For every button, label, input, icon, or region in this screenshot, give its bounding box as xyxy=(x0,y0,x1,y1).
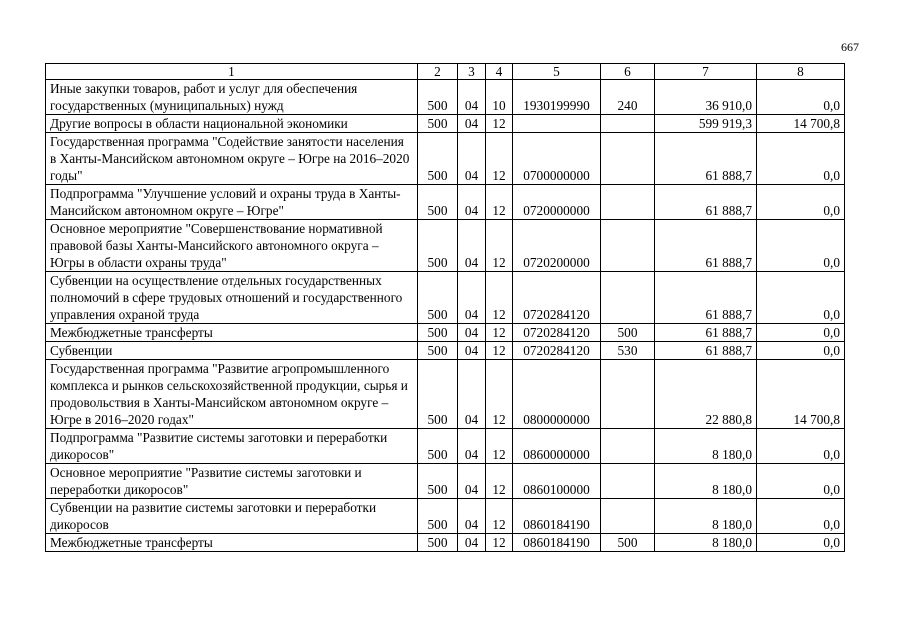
column-header: 8 xyxy=(757,64,845,80)
cell-code-3: 04 xyxy=(458,220,486,272)
cell-code-4: 12 xyxy=(486,464,513,499)
cell-code-2: 500 xyxy=(418,464,458,499)
table-row xyxy=(46,534,845,552)
cell-code-3: 04 xyxy=(458,185,486,220)
cell-code-2: 500 xyxy=(418,360,458,429)
cell-code-6 xyxy=(601,429,655,464)
cell-amount-7: 61 888,7 xyxy=(655,272,757,324)
table-row xyxy=(46,360,845,429)
cell-name: Подпрограмма "Улучшение условий и охраны труда в Ханты-Мансийском автономном округе – Югре" xyxy=(46,185,418,220)
cell-code-5: 0720284120 xyxy=(513,324,601,342)
cell-code-3: 04 xyxy=(458,324,486,342)
cell-amount-8: 0,0 xyxy=(757,429,845,464)
cell-code-5: 0720284120 xyxy=(513,342,601,360)
cell-code-2: 500 xyxy=(418,80,458,115)
table-body xyxy=(46,80,845,552)
cell-name: Другие вопросы в области национальной экономики xyxy=(46,115,418,133)
cell-amount-7: 22 880,8 xyxy=(655,360,757,429)
cell-code-6: 500 xyxy=(601,324,655,342)
table-row xyxy=(46,342,845,360)
cell-code-4: 10 xyxy=(486,80,513,115)
cell-amount-7: 599 919,3 xyxy=(655,115,757,133)
cell-code-2: 500 xyxy=(418,220,458,272)
page-number: 667 xyxy=(841,40,859,54)
table-row xyxy=(46,133,845,185)
cell-name: Иные закупки товаров, работ и услуг для обеспечения государственных (муниципальных) нужд xyxy=(46,80,418,115)
cell-name: Государственная программа "Содействие занятости населения в Ханты-Мансийском автономном округе – Югре на 2016–2020 годы" xyxy=(46,133,418,185)
cell-name: Основное мероприятие "Совершенствование нормативной правовой базы Ханты-Мансийского автономного округа – Югры в области охраны труда" xyxy=(46,220,418,272)
cell-amount-8: 14 700,8 xyxy=(757,360,845,429)
cell-code-3: 04 xyxy=(458,464,486,499)
column-header: 2 xyxy=(418,64,458,80)
cell-amount-8: 0,0 xyxy=(757,185,845,220)
cell-code-4: 12 xyxy=(486,499,513,534)
table-row xyxy=(46,499,845,534)
cell-code-4: 12 xyxy=(486,115,513,133)
cell-amount-8: 0,0 xyxy=(757,342,845,360)
cell-amount-8: 0,0 xyxy=(757,499,845,534)
table-row xyxy=(46,324,845,342)
cell-amount-7: 61 888,7 xyxy=(655,133,757,185)
cell-name: Подпрограмма "Развитие системы заготовки и переработки дикоросов" xyxy=(46,429,418,464)
column-header: 5 xyxy=(513,64,601,80)
column-header: 3 xyxy=(458,64,486,80)
cell-amount-7: 61 888,7 xyxy=(655,185,757,220)
column-header: 6 xyxy=(601,64,655,80)
table-row xyxy=(46,185,845,220)
cell-code-3: 04 xyxy=(458,133,486,185)
cell-code-3: 04 xyxy=(458,115,486,133)
cell-amount-8: 0,0 xyxy=(757,534,845,552)
cell-code-2: 500 xyxy=(418,324,458,342)
cell-code-6 xyxy=(601,115,655,133)
cell-code-3: 04 xyxy=(458,272,486,324)
cell-amount-7: 8 180,0 xyxy=(655,534,757,552)
cell-code-4: 12 xyxy=(486,324,513,342)
cell-code-6: 500 xyxy=(601,534,655,552)
cell-code-6: 240 xyxy=(601,80,655,115)
cell-amount-8: 0,0 xyxy=(757,133,845,185)
cell-code-4: 12 xyxy=(486,360,513,429)
table-row xyxy=(46,272,845,324)
cell-code-6 xyxy=(601,133,655,185)
cell-code-3: 04 xyxy=(458,342,486,360)
cell-code-6 xyxy=(601,499,655,534)
cell-code-5: 0700000000 xyxy=(513,133,601,185)
cell-code-4: 12 xyxy=(486,185,513,220)
cell-code-5: 0860184190 xyxy=(513,534,601,552)
table-row xyxy=(46,429,845,464)
cell-code-3: 04 xyxy=(458,499,486,534)
cell-code-6 xyxy=(601,272,655,324)
cell-name: Межбюджетные трансферты xyxy=(46,534,418,552)
cell-code-4: 12 xyxy=(486,534,513,552)
column-header: 4 xyxy=(486,64,513,80)
cell-code-6 xyxy=(601,220,655,272)
cell-code-3: 04 xyxy=(458,80,486,115)
cell-amount-7: 61 888,7 xyxy=(655,342,757,360)
cell-code-6 xyxy=(601,464,655,499)
cell-code-3: 04 xyxy=(458,360,486,429)
cell-code-4: 12 xyxy=(486,429,513,464)
cell-code-4: 12 xyxy=(486,133,513,185)
cell-code-5: 0860184190 xyxy=(513,499,601,534)
cell-amount-7: 8 180,0 xyxy=(655,464,757,499)
cell-code-2: 500 xyxy=(418,534,458,552)
cell-code-6 xyxy=(601,185,655,220)
cell-amount-7: 61 888,7 xyxy=(655,220,757,272)
cell-amount-8: 0,0 xyxy=(757,220,845,272)
table-row xyxy=(46,80,845,115)
cell-code-3: 04 xyxy=(458,534,486,552)
cell-amount-8: 0,0 xyxy=(757,272,845,324)
cell-code-2: 500 xyxy=(418,272,458,324)
cell-name: Государственная программа "Развитие агропромышленного комплекса и рынков сельскохозяйственной продукции, сырья и продовольствия в Ханты-Мансийском автономном округе – Югре в 2016–2020 годах" xyxy=(46,360,418,429)
cell-name: Субвенции xyxy=(46,342,418,360)
table-row xyxy=(46,220,845,272)
cell-code-5: 0860100000 xyxy=(513,464,601,499)
cell-code-2: 500 xyxy=(418,115,458,133)
header-row xyxy=(46,64,845,80)
cell-amount-8: 0,0 xyxy=(757,324,845,342)
cell-name: Субвенции на развитие системы заготовки и переработки дикоросов xyxy=(46,499,418,534)
cell-code-6: 530 xyxy=(601,342,655,360)
cell-code-5: 1930199990 xyxy=(513,80,601,115)
cell-amount-7: 8 180,0 xyxy=(655,499,757,534)
column-header: 7 xyxy=(655,64,757,80)
cell-amount-8: 0,0 xyxy=(757,80,845,115)
budget-table xyxy=(45,63,845,552)
cell-code-2: 500 xyxy=(418,185,458,220)
cell-name: Основное мероприятие "Развитие системы заготовки и переработки дикоросов" xyxy=(46,464,418,499)
cell-amount-7: 61 888,7 xyxy=(655,324,757,342)
cell-code-5: 0800000000 xyxy=(513,360,601,429)
cell-code-2: 500 xyxy=(418,429,458,464)
cell-code-2: 500 xyxy=(418,342,458,360)
cell-amount-8: 0,0 xyxy=(757,464,845,499)
cell-amount-8: 14 700,8 xyxy=(757,115,845,133)
cell-code-4: 12 xyxy=(486,342,513,360)
cell-code-2: 500 xyxy=(418,499,458,534)
cell-code-5: 0720284120 xyxy=(513,272,601,324)
column-header: 1 xyxy=(46,64,418,80)
table-row xyxy=(46,464,845,499)
cell-code-6 xyxy=(601,360,655,429)
cell-code-4: 12 xyxy=(486,220,513,272)
cell-code-4: 12 xyxy=(486,272,513,324)
cell-name: Межбюджетные трансферты xyxy=(46,324,418,342)
cell-code-5 xyxy=(513,115,601,133)
cell-code-5: 0860000000 xyxy=(513,429,601,464)
cell-amount-7: 8 180,0 xyxy=(655,429,757,464)
cell-code-5: 0720000000 xyxy=(513,185,601,220)
table-row xyxy=(46,115,845,133)
cell-name: Субвенции на осуществление отдельных государственных полномочий в сфере трудовых отношений и государственного управления охраной труда xyxy=(46,272,418,324)
cell-amount-7: 36 910,0 xyxy=(655,80,757,115)
cell-code-2: 500 xyxy=(418,133,458,185)
cell-code-5: 0720200000 xyxy=(513,220,601,272)
cell-code-3: 04 xyxy=(458,429,486,464)
